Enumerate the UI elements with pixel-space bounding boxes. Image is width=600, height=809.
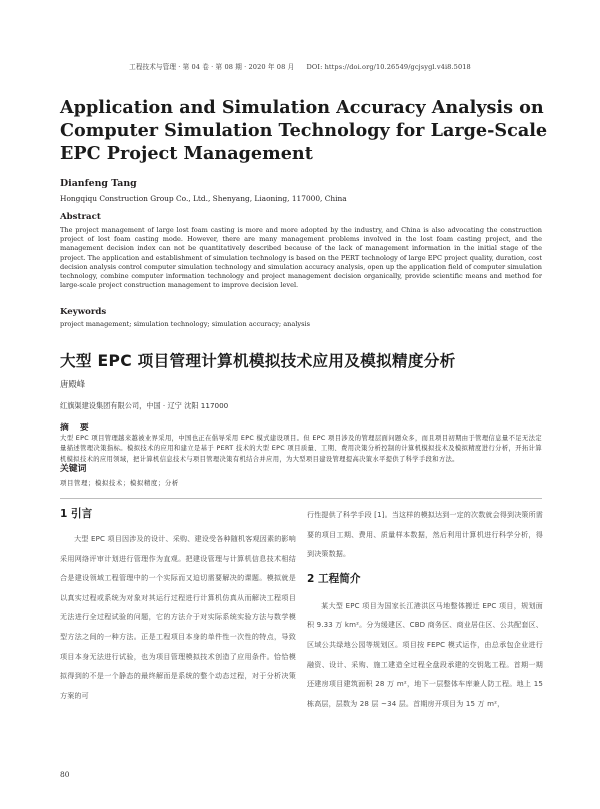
chinese-author: 唐殿峰 — [60, 379, 86, 389]
author-name: Dianfeng Tang — [60, 178, 137, 189]
chinese-abstract-heading: 摘 要 — [60, 423, 93, 433]
chinese-affiliation: 红旗渠建设集团有限公司，中国 · 辽宁 沈阳 117000 — [60, 401, 229, 410]
section-2-heading: 2 工程简介 — [307, 572, 361, 585]
chinese-keywords-heading: 关键词 — [60, 464, 87, 474]
journal-info: 工程技术与管理 · 第 04 卷 · 第 08 期 · 2020 年 08 月 — [129, 63, 295, 71]
right-column — [307, 505, 543, 713]
chinese-keywords-text: 项目管理；模拟技术；模拟精度；分析 — [60, 479, 179, 487]
chinese-title: 大型 EPC 项目管理计算机模拟技术应用及模拟精度分析 — [60, 352, 456, 370]
author-affiliation: Hongqiqu Construction Group Co., Ltd., Shenyang, Liaoning, 117000, China — [60, 194, 347, 203]
abstract-heading: Abstract — [60, 212, 101, 222]
section-2-text: 某大型 EPC 项目为国家长江港洪区马地整体搬迁 EPC 项目，规划面积 9.33 万 km²。分为缓建区、CBD 商务区、商业居住区、公共配套区、区域公共绿地公园等规划区。项目按 FEPC 模式运作，由总承包企业进行融资、设计、采购、施工建造全过程全盘段承建的交钥匙工程。首期一期还建房项目建筑面积 28 万 m²，地下一层整体车库兼人防工程。地上 15 栋高层，层数为 28 层 ~34 层。首期房开项目为 15 万 m²， — [307, 600, 543, 708]
keywords-heading: Keywords — [60, 307, 107, 317]
page-title: Application and Simulation Accuracy Analysis on Computer Simulation Technology for Large-Scale EPC Project Management — [60, 97, 548, 164]
abstract-text: The project management of large lost foam casting is more and more adopted by the industry, and China is also advocating the construction project of lost foam casting mode. However, there are many management problems involved in the lost foam casting project, and the management decision index can not be quantitatively described because of the lack of management information in the initial stage of the project. The application and establishment of simulation technology is based on the PERT technology of large EPC project quality, duration, cost decision analysis control computer simulation technology and simulation accuracy analysis, open up the application field of computer simulation technology, combine computer information technology and project management decision organically, provide scientific means and method for large-scale project construction management to improve decision level. — [60, 226, 542, 290]
section-1-text: 大型 EPC 项目因涉及的设计、采购、建设受各种随机客观因素的影响采用网络评审计划进行管理作为直观。把建设管理与计算机信息技术相结合是建设领域工程管理中的一个实际而又迫切需要解决的课题。模拟就是以真实过程或系统为对象对其运行过程进行计算机仿真从而解决工程项目无法进行全过程试验的问题，它的方法介于对实际系统实验方法与数学模型方法之间的一种方法。正是工程项目本身的单件性一次性的特点，导致项目本身无法进行试验，也为项目管理模拟技术创造了应用条件。恰恰模拟得到的不是一个静态的最终解而是系统的整个动态过程，对于分析决策方案的可 — [60, 534, 296, 700]
section-divider — [60, 498, 542, 499]
chinese-abstract-text: 大型 EPC 项目管理越来越被业界采用，中国也正在倡导采用 EPC 模式建设项目。但 EPC 项目涉及的管理层面问题众多，而且项目初期由于管理信息量不足无法定量描述管理决策指标。模拟技术的应用和建立是基于 PERT 技术的大型 EPC 项目质量、工期、费用决策分析控制的计算机模拟技术及模拟精度进行分析，开拓计算机模拟技术的应用领域，把计算机信息技术与项目管理决策有机结合并应用，为大型项目建设管理提高决策水平提供了科学手段和方法。 — [60, 435, 542, 463]
section-1-continuation: 行性提供了科学手段 [1]。当这样的模拟达到一定的次数就会得到决策所需要的项目工期、费用、质量样本数据，然后利用计算机进行科学分析，得到决策数据。 — [307, 510, 543, 559]
running-header — [0, 61, 600, 71]
page-number: 80 — [60, 770, 70, 779]
keywords-text: project management; simulation technology; simulation accuracy; analysis — [60, 320, 311, 328]
left-column — [60, 505, 296, 705]
doi-link[interactable]: DOI: https://doi.org/10.26549/gcjsygl.v4i8.5018 — [306, 63, 471, 71]
section-1-heading: 1 引言 — [60, 508, 93, 520]
